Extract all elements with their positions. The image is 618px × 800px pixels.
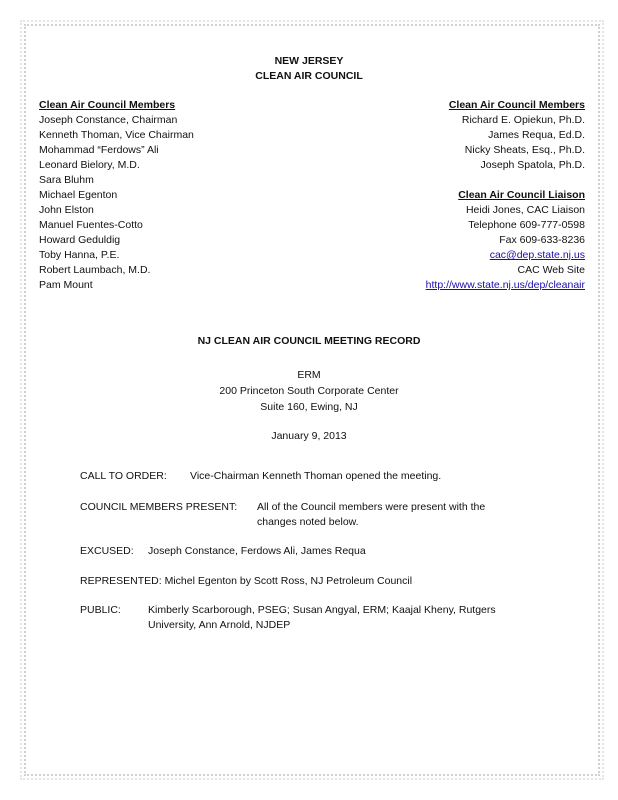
member-name: Nicky Sheats, Esq., Ph.D. [464,144,585,156]
venue-name: ERM [297,369,321,381]
public-label: PUBLIC: [80,604,121,616]
represented-row: REPRESENTED: Michel Egenton by Scott Ross, NJ Petroleum Council [80,575,413,587]
call-to-order-text: Vice-Chairman Kenneth Thoman opened the meeting. [190,470,442,482]
left-member-column [39,98,299,293]
right-member-column [325,98,585,293]
excused-row [80,544,520,559]
member-name: Robert Laumbach, M.D. [39,264,151,276]
spacer [325,173,585,188]
member-name: James Requa, Ed.D. [488,129,585,141]
website-link[interactable]: http://www.state.nj.us/dep/cleanair [425,279,585,291]
excused-label: EXCUSED: [80,545,134,557]
member-name: Mohammad “Ferdows” Ali [39,144,159,156]
member-name: Toby Hanna, P.E. [39,249,120,261]
members-present-text-line2: changes noted below. [257,516,359,528]
member-name: Sara Bluhm [39,174,94,186]
left-members-heading: Clean Air Council Members [39,99,176,111]
member-name: Richard E. Opiekun, Ph.D. [461,114,585,126]
website-label: CAC Web Site [517,264,585,276]
member-name: Kenneth Thoman, Vice Chairman [39,129,194,141]
members-present-text-line1: All of the Council members were present with the [257,501,486,513]
liaison-telephone: Telephone 609-777-0598 [468,219,585,231]
venue-suite: Suite 160, Ewing, NJ [260,401,358,413]
public-row [80,603,520,631]
member-name: Leonard Bielory, M.D. [39,159,140,171]
member-name: Manuel Fuentes-Cotto [39,219,143,231]
members-present-row [80,500,520,528]
call-to-order-label: CALL TO ORDER: [80,470,167,482]
member-name: Pam Mount [39,279,93,291]
member-name: Joseph Constance, Chairman [39,114,178,126]
member-name: Michael Egenton [39,189,118,201]
member-name: Joseph Spatola, Ph.D. [480,159,585,171]
venue-address: 200 Princeton South Corporate Center [219,385,399,397]
header-state: NEW JERSEY [274,55,344,67]
member-name: Howard Geduldig [39,234,121,246]
record-title: NJ CLEAN AIR COUNCIL MEETING RECORD [197,335,421,347]
liaison-name: Heidi Jones, CAC Liaison [465,204,585,216]
public-text-line1: Kimberly Scarborough, PSEG; Susan Angyal, ERM; Kaajal Kheny, Rutgers [148,604,496,616]
liaison-heading: Clean Air Council Liaison [458,189,585,201]
members-present-label: COUNCIL MEMBERS PRESENT: [80,501,238,513]
excused-text: Joseph Constance, Ferdows Ali, James Requa [148,545,366,557]
call-to-order-row [80,469,520,484]
email-link[interactable]: cac@dep.state.nj.us [489,249,585,261]
public-text-line2: University, Ann Arnold, NJDEP [148,619,291,631]
member-name: John Elston [39,204,94,216]
right-members-heading: Clean Air Council Members [448,99,585,111]
liaison-fax: Fax 609-633-8236 [499,234,585,246]
meeting-date: January 9, 2013 [271,430,347,442]
header-council: CLEAN AIR COUNCIL [255,70,363,82]
